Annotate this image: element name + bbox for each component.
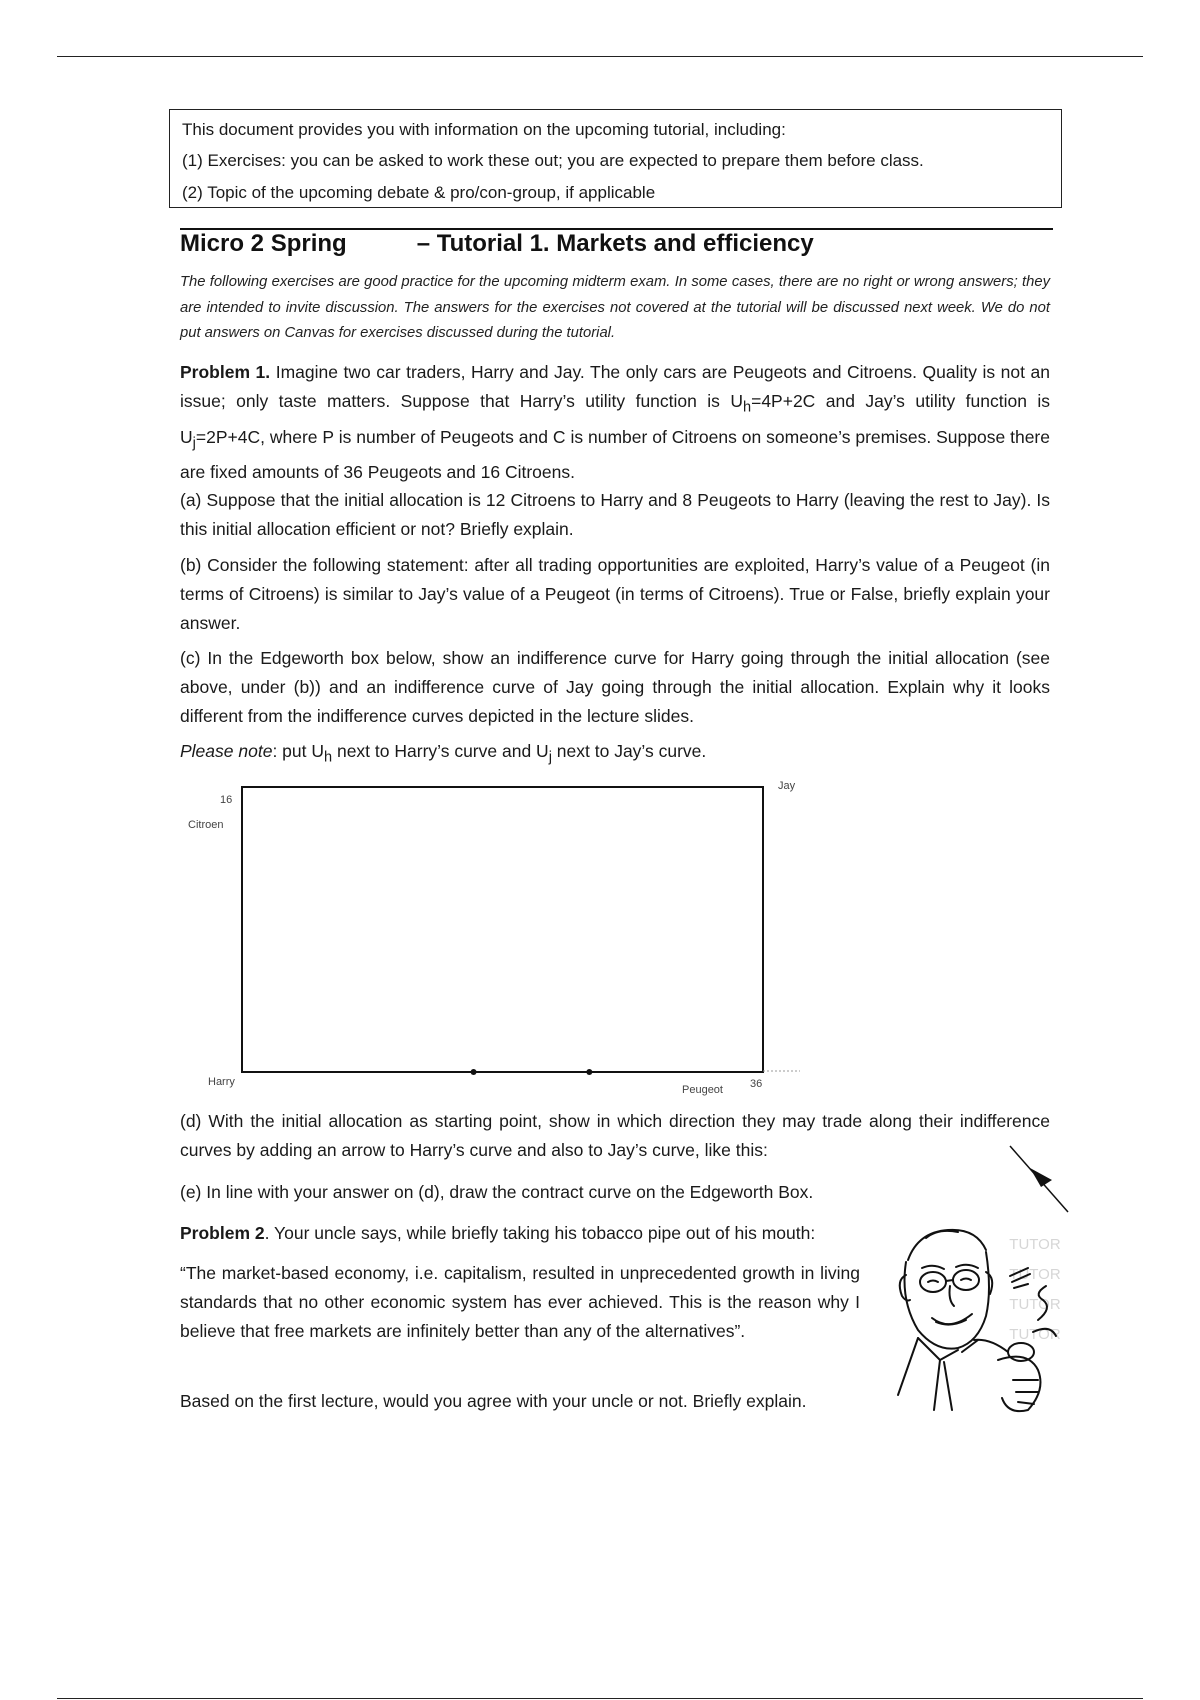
axis-point-1 [471, 1069, 477, 1075]
question-c: (c) In the Edgeworth box below, show an indifference curve for Harry going through the initial allocation (see above, under (b)) and an indifference curve of Jay going through the initial allocation. Explain why it looks different from the indifference curves depicted in the lecture slides. [180, 648, 1050, 726]
info-line-2: (1) Exercises: you can be asked to work these out; you are expected to prepare them before class. [182, 151, 924, 171]
uncle-quote: “The market-based economy, i.e. capitalism, resulted in unprecedented growth in living standards that no other economic system has ever achieved. This is the reason why I believe that free markets are infinitely better than any of the alternatives”. [180, 1263, 860, 1341]
question-e: (e) In line with your answer on (d), draw the contract curve on the Edgeworth Box. [180, 1182, 814, 1202]
note-text: : put U [272, 741, 324, 761]
question-b: (b) Consider the following statement: after all trading opportunities are exploited, Harry’s value of a Peugeot (in terms of Citroens) is similar to Jay’s value of a Peugeot (in terms of Citroens). True or False, briefly explain your answer. [180, 555, 1050, 633]
jay-origin-label: Jay [778, 780, 796, 792]
peugeot-axis-label: Peugeot [682, 1084, 723, 1096]
citroen-axis-label: Citroen [188, 819, 224, 831]
note-text: next to Jay’s curve. [551, 741, 707, 761]
edgeworth-box [180, 775, 820, 1105]
problem-2-label: Problem 2 [180, 1223, 265, 1243]
note-label: Please note [180, 741, 273, 761]
question-a: (a) Suppose that the initial allocation is 12 Citroens to Harry and 8 Peugeots to Harry (leaving the rest to Jay). Is this initial allocation efficient or not? Briefly explain. [180, 490, 1050, 539]
please-note [180, 737, 1050, 773]
tutorial-title: – Tutorial 1. Markets and efficiency [416, 230, 814, 257]
edgeworth-frame [242, 787, 763, 1072]
info-box [169, 109, 1062, 208]
problem-2-question: Based on the first lecture, would you agree with your uncle or not. Briefly explain. [180, 1391, 807, 1411]
top-value-label: 16 [220, 794, 233, 806]
question-d: (d) With the initial allocation as starting point, show in which direction they may trade along their indifference curves by adding an arrow to Harry’s curve and also to Jay’s curve, like this: [180, 1111, 1050, 1160]
subscript-j: j [548, 749, 552, 766]
problem-1-text [180, 358, 1050, 487]
problem-1-label: Problem 1. [180, 362, 271, 382]
watermark-text: TUTOR TUTOR TUTOR TUTOR [1009, 1236, 1061, 1343]
course-name: Micro 2 Spring [180, 230, 347, 257]
problem-1-text-part: =2P+4C, where P is number of Peugeots and C is number of Citroens on someone’s premises. Suppose there are fixed amounts of 36 Peugeots and 16 Citroens. [180, 426, 1050, 482]
subscript-h: h [743, 399, 752, 416]
axis-point-2 [586, 1069, 592, 1075]
note-text: next to Harry’s curve and U [332, 741, 549, 761]
right-value-label: 36 [750, 1078, 763, 1090]
intro-paragraph: The following exercises are good practice for the upcoming midterm exam. In some cases, there are no right or wrong answers; they are intended to invite discussion. The answers for the exercises not covered at the tutorial will be discussed next week. We do not put answers on Canvas for exercises discussed during the tutorial. [180, 274, 1050, 341]
problem-1-text-part: =4P+2C and Jay’s utility function is U [180, 391, 1050, 447]
subscript-j: j [192, 435, 196, 451]
subscript-h: h [324, 749, 333, 766]
problem-1-text-part: Imagine two car traders, Harry and Jay. The only cars are Peugeots and Citroens. Quality is not an issue; only taste matters. Suppose that Harry’s utility function is U [180, 362, 1050, 411]
problem-2-intro: . Your uncle says, while briefly taking his tobacco pipe out of his mouth: [264, 1223, 816, 1243]
bottom-rule [57, 1698, 1143, 1699]
info-line-1: This document provides you with information on the upcoming tutorial, including: [182, 120, 786, 139]
top-rule [57, 56, 1143, 57]
info-line-3: (2) Topic of the upcoming debate & pro/con-group, if applicable [182, 182, 656, 202]
page-title [180, 230, 1060, 258]
harry-origin-label: Harry [208, 1076, 235, 1088]
